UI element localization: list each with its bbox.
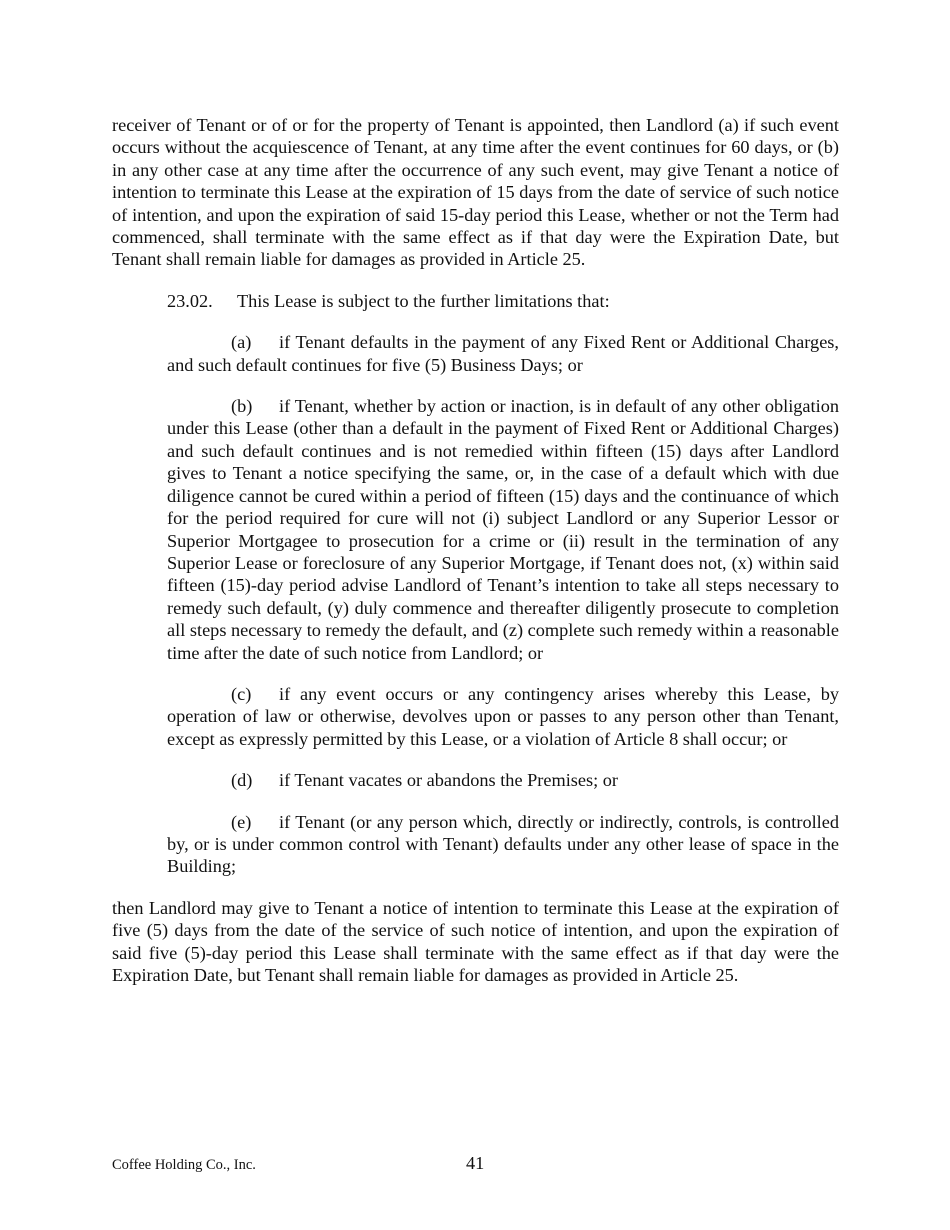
- item-marker: (b): [231, 396, 253, 417]
- footer-page-number: 41: [466, 1153, 485, 1173]
- list-item-e: [167, 811, 839, 878]
- item-text: if Tenant vacates or abandons the Premises; or: [279, 770, 619, 791]
- item-text: if Tenant, whether by action or inaction, is in default of any other obligation under this Lease (other than a default in the payment of Fixed Rent or Additional Charges) and such default continues and is not remedied within fifteen (15) days after Landlord gives to Tenant a notice specifying the same, or, in the case of a default which with due diligence cannot be cured within a period of fifteen (15) days and the continuance of which for the period required for cure will not (i) subject Landlord or any Superior Lessor or Superior Mortgagee to prosecution for a crime or (ii) result in the termination of any Superior Lease or foreclosure of any Superior Mortgage, if Tenant does not, (x) within said fifteen (15)-day period advise Landlord of Tenant’s intention to take all steps necessary to remedy such default, (y) duly commence and thereafter diligently prosecute to completion all steps necessary to remedy the default, and (z) complete such remedy within a reasonable time after the date of such notice from Landlord; or: [167, 396, 839, 663]
- document-body: [112, 114, 839, 986]
- section-lead-text: This Lease is subject to the further limitations that:: [237, 290, 610, 311]
- item-text: if any event occurs or any contingency arises whereby this Lease, by operation of law or otherwise, devolves upon or passes to any person other than Tenant, except as expressly permitted by this Lease, or a violation of Article 8 shall occur; or: [167, 683, 839, 749]
- section-23-02-lead: [167, 290, 839, 312]
- item-text: if Tenant defaults in the payment of any Fixed Rent or Additional Charges, and such default continues for five (5) Business Days; or: [167, 332, 839, 375]
- closing-paragraph: then Landlord may give to Tenant a notice of intention to terminate this Lease at the expiration of five (5) days from the date of the service of such notice of intention, and upon the expiration of said five (5)-day period this Lease shall terminate with the same effect as if that day were the Expiration Date, but Tenant shall remain liable for damages as provided in Article 25.: [112, 897, 839, 985]
- item-marker: (c): [231, 683, 252, 704]
- list-item-d: [167, 769, 839, 791]
- item-marker: (e): [231, 811, 252, 832]
- item-text: if Tenant (or any person which, directly or indirectly, controls, is controlled by, or is under common control with Tenant) defaults under any other lease of space in the Building;: [167, 811, 839, 877]
- section-number: 23.02.: [167, 290, 213, 311]
- list-item-a: [167, 331, 839, 376]
- item-marker: (d): [231, 770, 253, 791]
- list-item-c: [167, 683, 839, 750]
- item-marker: (a): [231, 332, 252, 353]
- footer-company-name: Coffee Holding Co., Inc.: [112, 1157, 256, 1173]
- opening-paragraph: receiver of Tenant or of or for the property of Tenant is appointed, then Landlord (a) if such event occurs without the acquiescence of Tenant, at any time after the event continues for 60 days, or (b) in any other case at any time after the occurrence of any such event, may give Tenant a notice of intention to terminate this Lease at the expiration of 15 days from the date of service of such notice of intention, and upon the expiration of said 15-day period this Lease, whether or not the Term had commenced, shall terminate with the same effect as if that day were the Expiration Date, but Tenant shall remain liable for damages as provided in Article 25.: [112, 115, 839, 270]
- list-item-b: [167, 395, 839, 664]
